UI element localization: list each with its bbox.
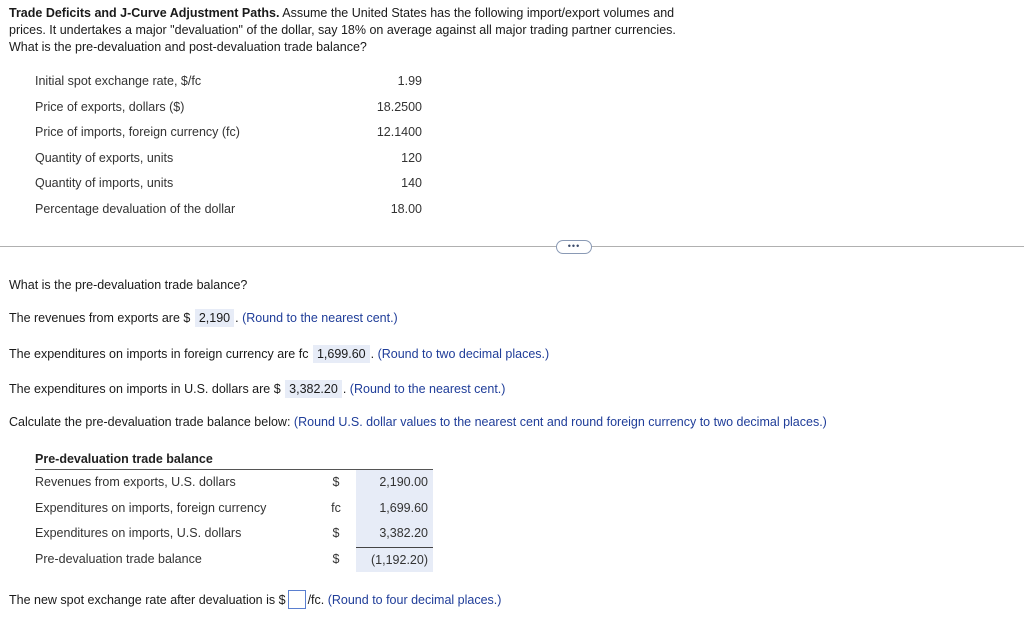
- question-new-spot-rate: [9, 590, 501, 609]
- question-heading: What is the pre-devaluation trade balance?: [9, 278, 248, 292]
- question-unit: /fc.: [307, 593, 325, 607]
- problem-text: Assume the United States has the following import/export volumes and prices. It undertakes a major "devaluation" of the dollar, say 18% on average against all major trading partner currencies. What is the pre-devaluation and post-devaluation trade balance?: [9, 6, 676, 54]
- row-currency: fc: [331, 500, 341, 515]
- row-label: Expenditures on imports, U.S. dollars: [35, 526, 242, 540]
- rounding-hint: (Round to four decimal places.): [327, 593, 502, 607]
- row-value-field[interactable]: 2,190.00: [356, 470, 433, 496]
- question-calc-balance: [9, 414, 827, 430]
- given-row: [35, 147, 425, 173]
- given-label: Price of imports, foreign currency (fc): [35, 125, 240, 139]
- rounding-hint: (Round U.S. dollar values to the nearest cent and round foreign currency to two decimal places.): [293, 415, 827, 429]
- given-value: 1.99: [397, 74, 422, 88]
- rounding-hint: (Round to the nearest cent.): [349, 382, 506, 396]
- row-label: Revenues from exports, U.S. dollars: [35, 475, 236, 489]
- given-data-table: [35, 70, 425, 223]
- given-value: 120: [401, 150, 422, 165]
- given-value: 18.2500: [376, 99, 422, 114]
- question-export-revenue: [9, 309, 398, 327]
- table-row: [35, 521, 433, 547]
- given-row: [35, 172, 425, 198]
- expand-more-button[interactable]: •••: [556, 240, 592, 254]
- given-label: Price of exports, dollars ($): [35, 99, 185, 114]
- question-period: .: [370, 347, 375, 361]
- given-row: [35, 121, 425, 147]
- spot-rate-input[interactable]: [288, 590, 306, 609]
- given-row: [35, 96, 425, 122]
- rounding-hint: (Round to the nearest cent.): [242, 311, 398, 325]
- given-label: Initial spot exchange rate, $/fc: [35, 74, 202, 88]
- question-text: Calculate the pre-devaluation trade balance below:: [9, 415, 291, 429]
- row-currency: $: [332, 475, 340, 489]
- question-text: The new spot exchange rate after devaluation is $: [9, 593, 286, 607]
- given-value: 140: [401, 176, 422, 190]
- problem-statement: [9, 5, 699, 56]
- table-row: [35, 470, 433, 496]
- row-currency: $: [332, 551, 340, 566]
- table-header: Pre-devaluation trade balance: [35, 450, 433, 470]
- question-text: The expenditures on imports in U.S. dollars are $: [9, 382, 281, 396]
- given-label: Percentage devaluation of the dollar: [35, 201, 236, 216]
- section-divider: [0, 246, 1024, 247]
- row-currency: $: [332, 526, 340, 540]
- given-row: [35, 70, 425, 96]
- given-label: Quantity of exports, units: [35, 150, 174, 165]
- given-row: [35, 198, 425, 224]
- row-value-field[interactable]: 3,382.20: [356, 521, 433, 547]
- question-text: The revenues from exports are $: [9, 311, 191, 325]
- answer-field[interactable]: 3,382.20: [285, 380, 342, 398]
- trade-balance-table: [35, 450, 433, 572]
- question-import-usd: [9, 380, 505, 398]
- answer-field[interactable]: 2,190: [195, 309, 234, 327]
- row-label: Expenditures on imports, foreign currency: [35, 500, 267, 515]
- row-label: Pre-devaluation trade balance: [35, 551, 202, 566]
- question-period: .: [342, 382, 347, 396]
- question-period: .: [235, 311, 239, 325]
- table-row-total: [35, 547, 433, 573]
- table-row: [35, 496, 433, 522]
- given-value: 18.00: [390, 201, 422, 216]
- problem-title: Trade Deficits and J-Curve Adjustment Paths.: [9, 6, 280, 20]
- answer-field[interactable]: 1,699.60: [313, 345, 370, 363]
- row-value-field[interactable]: 1,699.60: [356, 496, 433, 522]
- question-text: The expenditures on imports in foreign currency are fc: [9, 347, 309, 361]
- rounding-hint: (Round to two decimal places.): [377, 347, 550, 361]
- row-value-field[interactable]: (1,192.20): [356, 547, 433, 573]
- given-label: Quantity of imports, units: [35, 176, 174, 190]
- given-value: 12.1400: [376, 125, 422, 139]
- question-import-fc: [9, 345, 549, 363]
